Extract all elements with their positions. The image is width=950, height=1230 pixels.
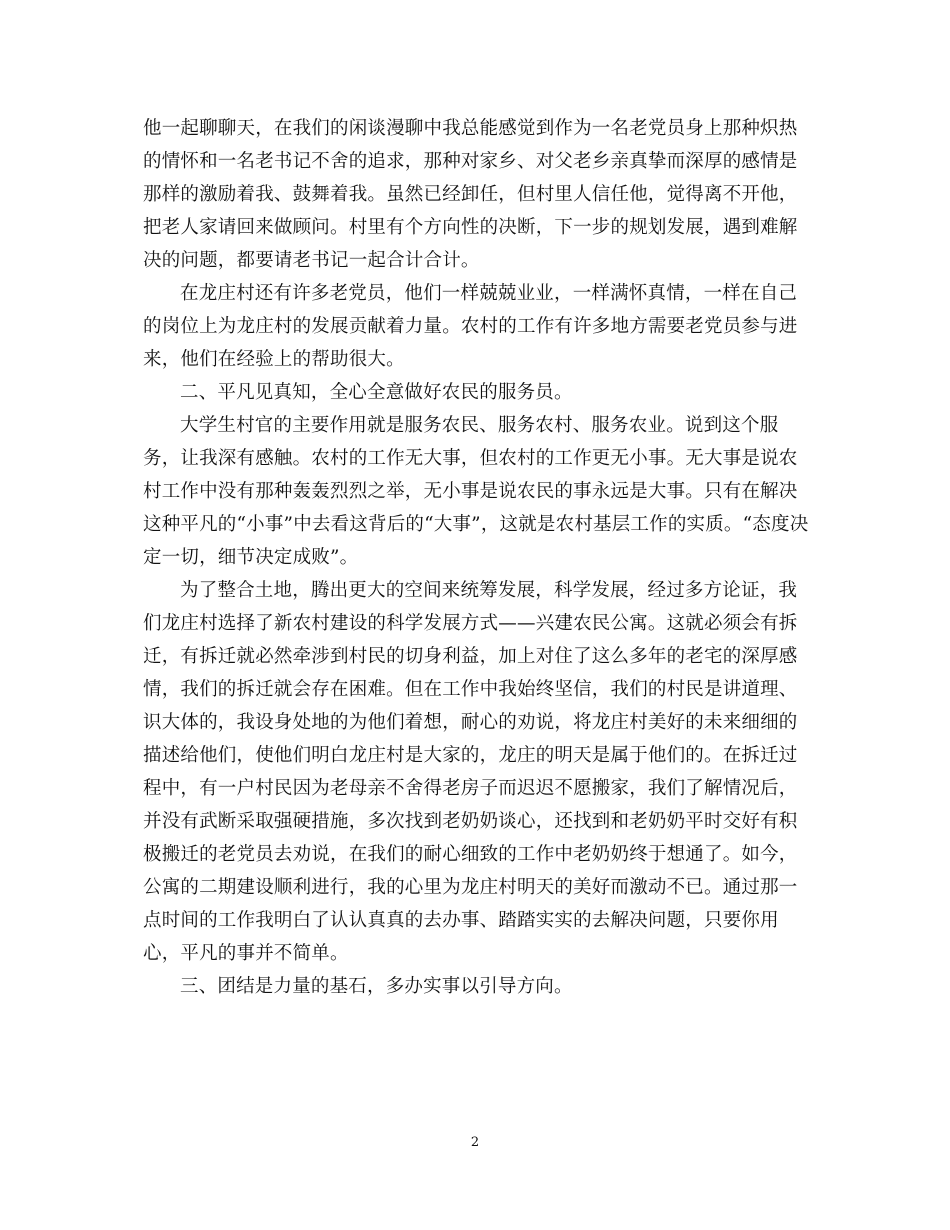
paragraph-line: 在龙庄村还有许多老党员，他们一样兢兢业业，一样满怀真情，一样在自己	[180, 283, 798, 304]
paragraph-line: 的岗位上为龙庄村的发展贡献着力量。农村的工作有许多地方需要老党员参与进	[143, 316, 798, 337]
paragraph-line: 定一切，细节决定成败”。	[143, 547, 359, 568]
section-heading-text: 二、平凡见真知，全心全意做好农民的服务员。	[180, 382, 573, 403]
paragraph-line: 们龙庄村选择了新农村建设的科学发展方式——兴建农民公寓。这就必须会有拆	[143, 613, 798, 634]
paragraph-line: 这种平凡的“小事”中去看这背后的“大事”，这就是农村基层工作的实质。“态度决	[143, 514, 809, 535]
section-heading-2	[143, 376, 808, 409]
paragraph-line: 极搬迁的老党员去劝说，在我们的耐心细致的工作中老奶奶终于想通了。如今，	[143, 844, 798, 865]
paragraph-line: 情，我们的拆迁就会存在困难。但在工作中我始终坚信，我们的村民是讲道理、	[143, 679, 798, 700]
paragraph-2	[143, 277, 808, 376]
document-body	[143, 112, 808, 1003]
paragraph-line: 务，让我深有感触。农村的工作无大事，但农村的工作更无小事。无大事是说农	[143, 448, 798, 469]
section-heading-text: 三、团结是力量的基石，多办实事以引导方向。	[180, 976, 573, 997]
paragraph-line: 公寓的二期建设顺利进行，我的心里为龙庄村明天的美好而激动不已。通过那一	[143, 877, 798, 898]
paragraph-line: 识大体的，我设身处地的为他们着想，耐心的劝说，将龙庄村美好的未来细细的	[143, 712, 798, 733]
paragraph-1	[143, 112, 808, 277]
paragraph-line: 心，平凡的事并不简单。	[143, 943, 349, 964]
paragraph-line: 他一起聊聊天，在我们的闲谈漫聊中我总能感觉到作为一名老党员身上那种炽热	[143, 118, 798, 139]
paragraph-line: 的情怀和一名老书记不舍的追求，那种对家乡、对父老乡亲真挚而深厚的感情是	[143, 151, 798, 172]
paragraph-line: 大学生村官的主要作用就是服务农民、服务农村、服务农业。说到这个服	[180, 415, 779, 436]
page-number: 2	[470, 1135, 480, 1150]
paragraph-line: 并没有武断采取强硬措施，多次找到老奶奶谈心，还找到和老奶奶平时交好有积	[143, 811, 798, 832]
paragraph-5	[143, 574, 808, 970]
paragraph-line: 程中，有一户村民因为老母亲不舍得老房子而迟迟不愿搬家，我们了解情况后，	[143, 778, 798, 799]
paragraph-line: 迁，有拆迁就必然牵涉到村民的切身利益，加上对住了这么多年的老宅的深厚感	[143, 646, 798, 667]
paragraph-line: 描述给他们，使他们明白龙庄村是大家的，龙庄的明天是属于他们的。在拆迁过	[143, 745, 798, 766]
paragraph-4	[143, 409, 808, 574]
paragraph-line: 来，他们在经验上的帮助很大。	[143, 349, 405, 370]
paragraph-line: 那样的激励着我、鼓舞着我。虽然已经卸任，但村里人信任他，觉得离不开他，	[143, 184, 798, 205]
paragraph-line: 村工作中没有那种轰轰烈烈之举，无小事是说农民的事永远是大事。只有在解决	[143, 481, 798, 502]
paragraph-line: 把老人家请回来做顾问。村里有个方向性的决断，下一步的规划发展，遇到难解	[143, 217, 798, 238]
paragraph-line: 为了整合土地，腾出更大的空间来统筹发展，科学发展，经过多方论证，我	[180, 580, 798, 601]
section-heading-3	[143, 970, 808, 1003]
paragraph-line: 点时间的工作我明白了认认真真的去办事、踏踏实实的去解决问题，只要你用	[143, 910, 779, 931]
paragraph-line: 决的问题，都要请老书记一起合计合计。	[143, 250, 480, 271]
